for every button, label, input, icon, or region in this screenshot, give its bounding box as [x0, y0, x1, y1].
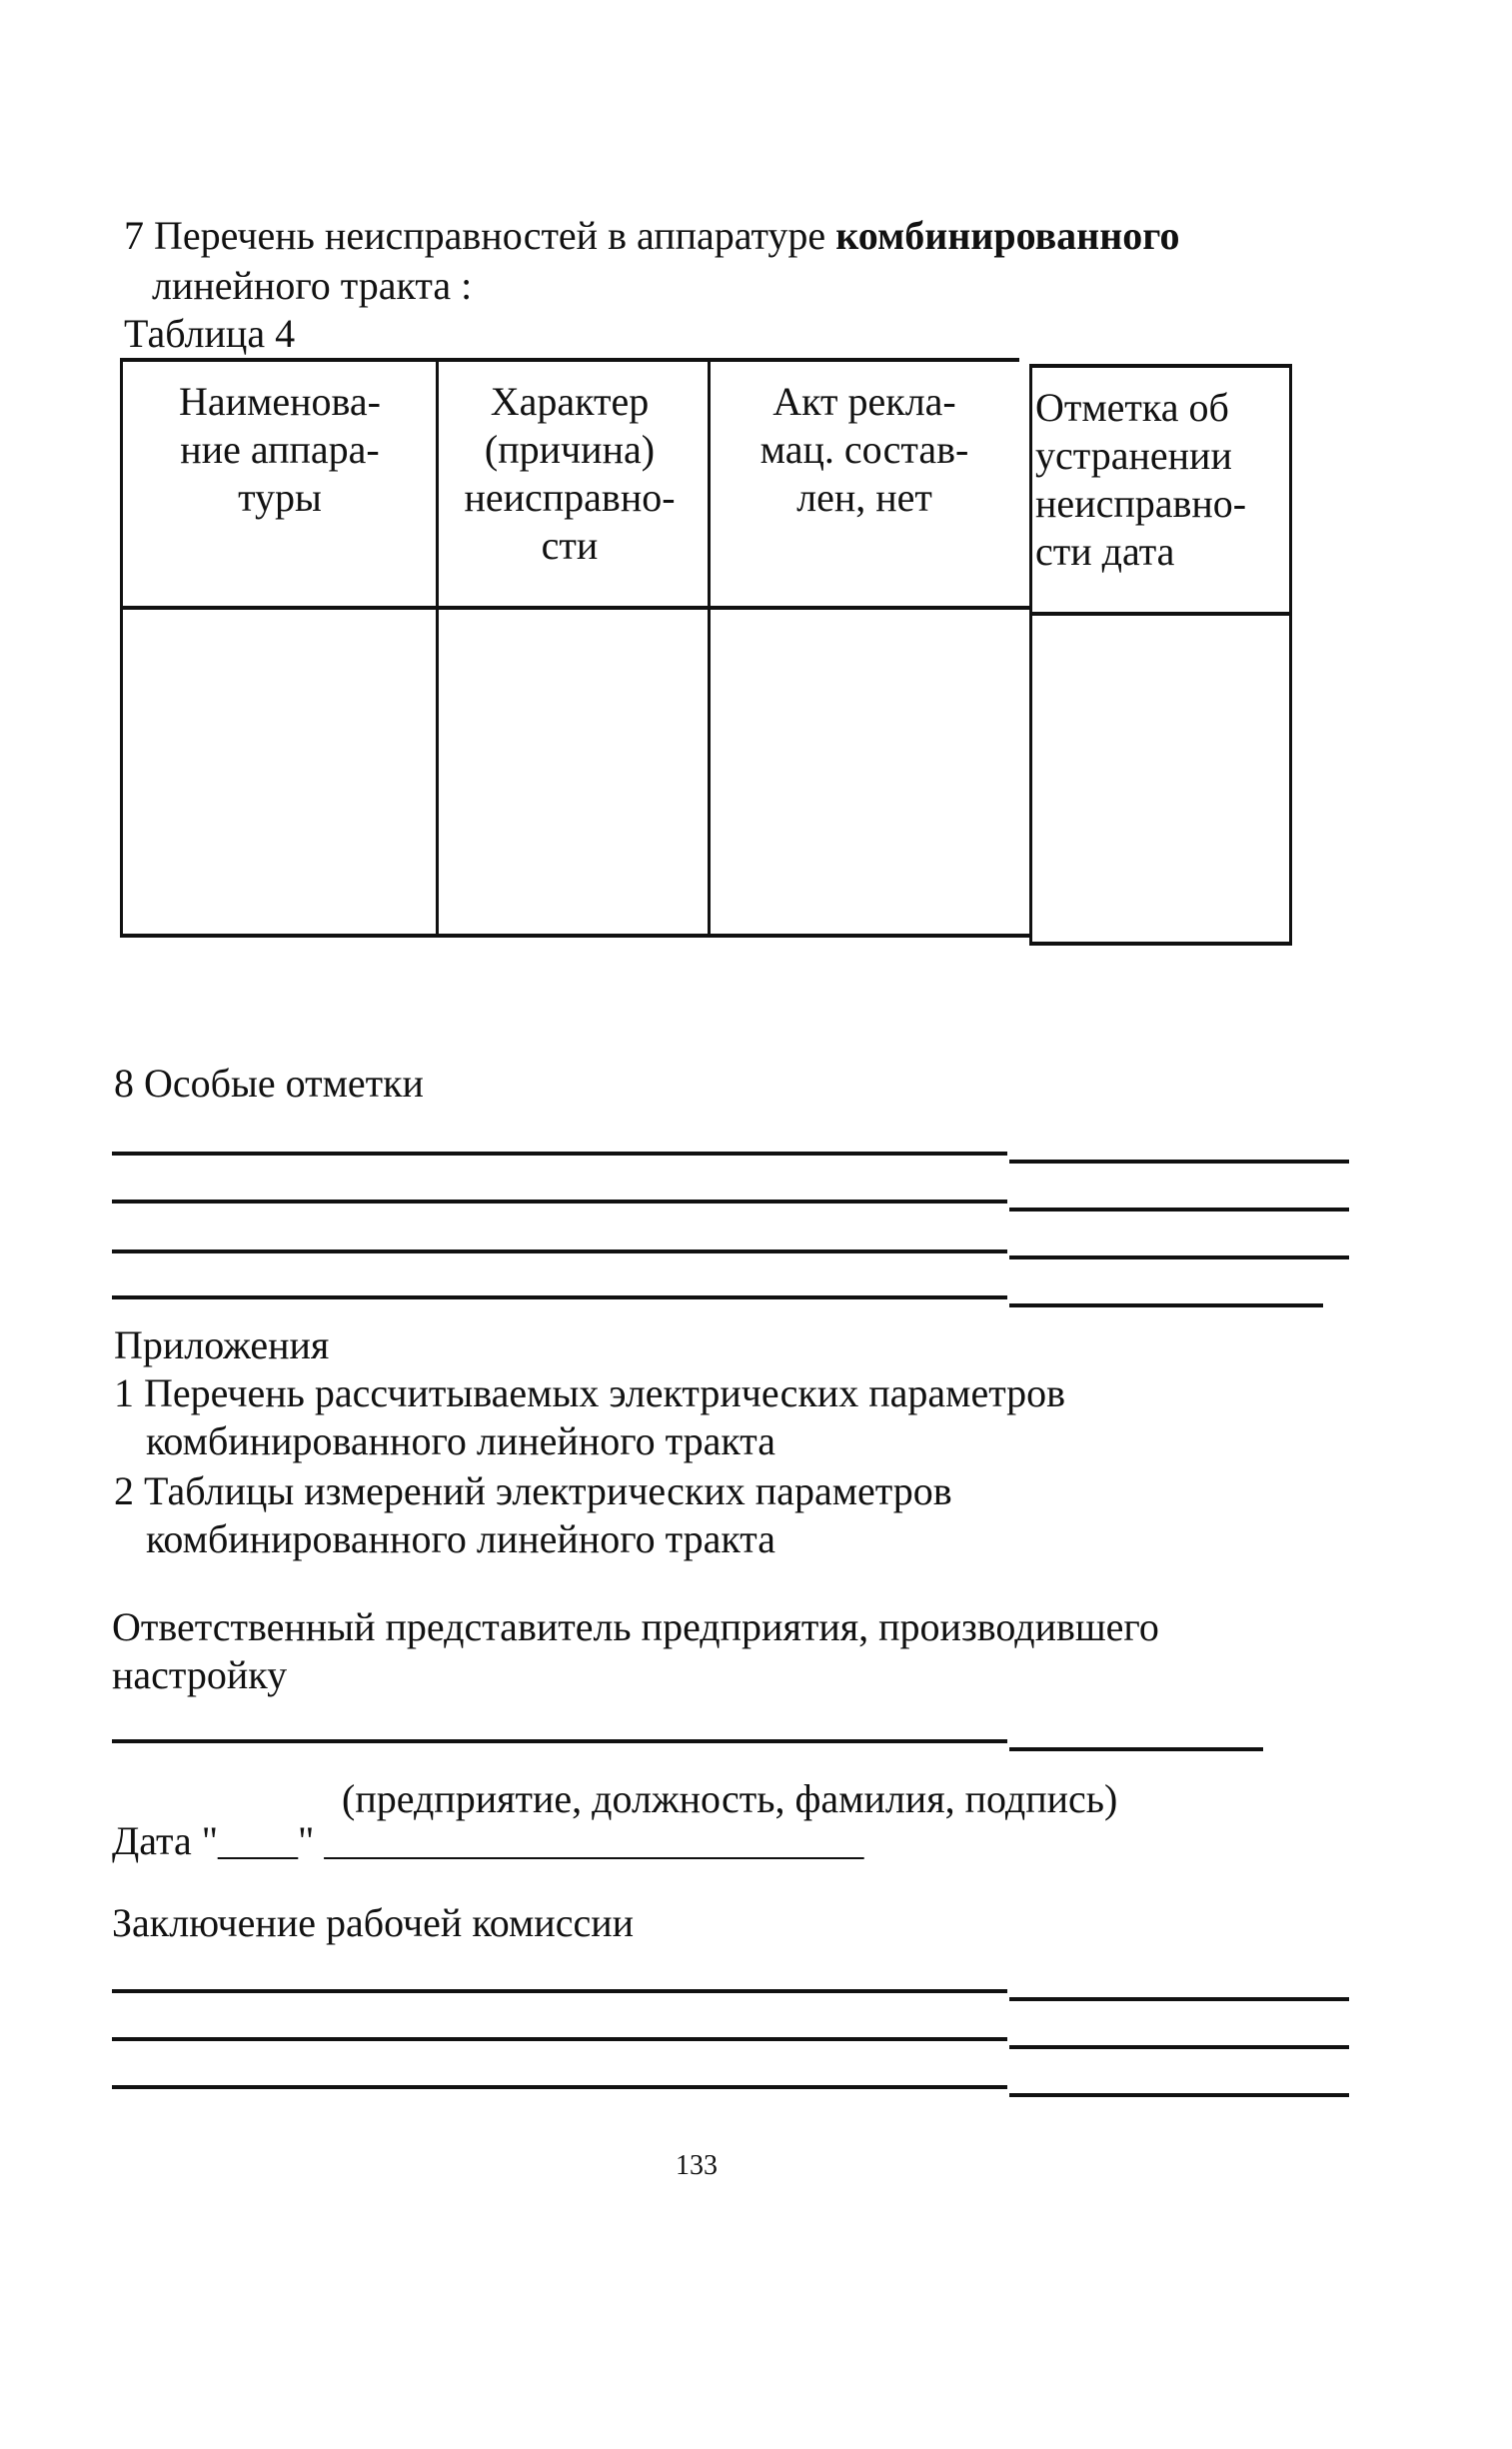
table-col-divider-2 — [708, 358, 711, 938]
table-header-repair-note: Отметка об устранении неисправно- сти дата — [1035, 385, 1247, 574]
notes-line-4b — [1009, 1303, 1323, 1307]
notes-line-2b — [1009, 1208, 1349, 1212]
table-4-label: Таблица 4 — [124, 311, 296, 356]
table-top-border — [120, 358, 1019, 362]
appendices-title: Приложения — [114, 1322, 330, 1367]
table-col-divider-1 — [436, 358, 439, 938]
conclusion-line-3b — [1009, 2093, 1349, 2097]
table-right-border — [1289, 364, 1292, 946]
conclusion-title: Заключение рабочей комиссии — [112, 1900, 635, 1945]
table-cell-repair-note — [1039, 626, 1283, 926]
table-left-border — [120, 358, 123, 938]
section-7-title-part2: комбинированного — [835, 213, 1180, 258]
responsible-caption: (предприятие, должность, фамилия, подпись) — [342, 1776, 1118, 1821]
conclusion-line-1a — [112, 1989, 1007, 1993]
responsible-line1: Ответственный представитель предприятия, производившего — [112, 1604, 1159, 1649]
conclusion-line-2a — [112, 2037, 1007, 2041]
table-header-divider — [120, 606, 1029, 610]
table-bottom-border — [120, 934, 1029, 938]
conclusion-line-3a — [112, 2085, 1007, 2089]
table-header-fault: Характер (причина) неисправно- сти — [464, 379, 676, 568]
table-cell-fault — [446, 620, 702, 920]
section-8-title: 8 Особые отметки — [114, 1061, 424, 1106]
appendix-2-line2: комбинированного линейного тракта — [146, 1516, 775, 1561]
table-cell-claim-act — [718, 620, 1023, 920]
table-bottom-border-last — [1029, 942, 1291, 946]
notes-line-4a — [112, 1295, 1007, 1299]
responsible-signature-line-a — [112, 1739, 1007, 1743]
page-number: 133 — [676, 2150, 718, 2181]
notes-line-3b — [1009, 1255, 1349, 1259]
table-header-divider-last — [1029, 612, 1291, 616]
conclusion-line-1b — [1009, 1997, 1349, 2001]
notes-line-1b — [1009, 1160, 1349, 1164]
table-header-claim-act: Акт рекла- мац. состав- лен, нет — [759, 379, 969, 520]
conclusion-line-2b — [1009, 2045, 1349, 2049]
table-top-border-last — [1029, 364, 1291, 368]
appendix-2-line1: 2 Таблицы измерений электрических параметров — [114, 1468, 952, 1513]
section-7-title — [124, 212, 1179, 260]
section-7-title-part1: 7 Перечень неисправностей в аппаратуре — [124, 213, 836, 258]
notes-line-1a — [112, 1152, 1007, 1156]
appendix-1-line2: комбинированного линейного тракта — [146, 1418, 775, 1463]
table-header-equipment: Наименова- ние аппара- туры — [179, 379, 381, 520]
notes-line-3a — [112, 1249, 1007, 1253]
date-field: Дата "____" ___________________________ — [112, 1818, 864, 1863]
responsible-line2: настройку — [112, 1652, 288, 1697]
table-cell-equipment — [130, 620, 430, 920]
responsible-signature-line-b — [1009, 1747, 1263, 1751]
section-7-title-line2: линейного тракта : — [152, 263, 473, 308]
notes-line-2a — [112, 1200, 1007, 1204]
appendix-1-line1: 1 Перечень рассчитываемых электрических параметров — [114, 1370, 1066, 1415]
table-col-divider-3 — [1029, 364, 1032, 946]
